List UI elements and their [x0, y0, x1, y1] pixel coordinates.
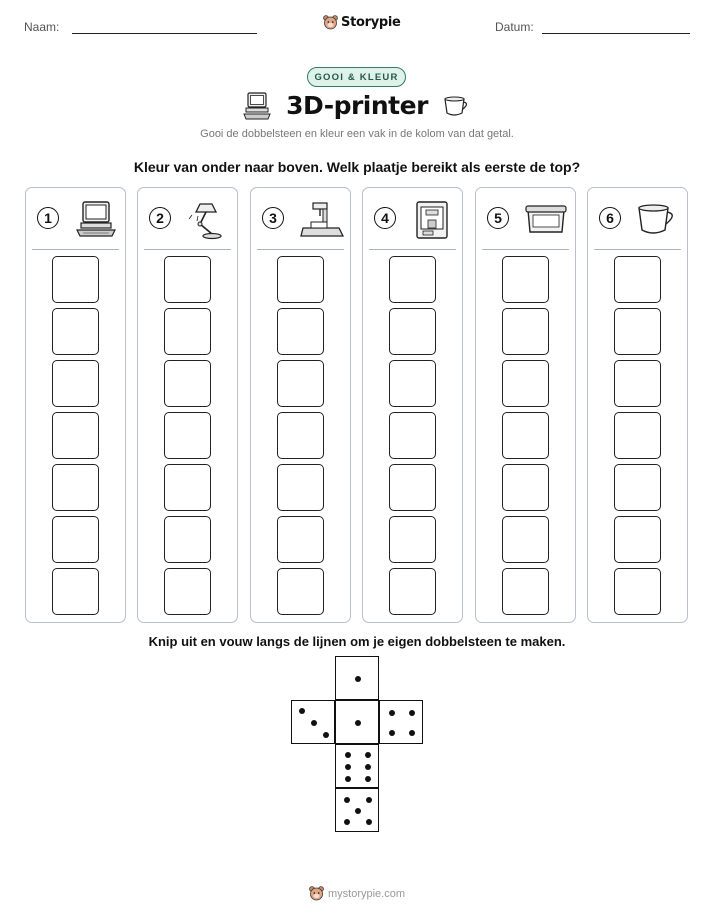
die-pip: [365, 764, 371, 770]
subtitle: Gooi de dobbelsteen en kleur een vak in de kolom van dat getal.: [200, 128, 514, 140]
column-number: 6: [599, 207, 621, 229]
column-divider: [594, 249, 681, 250]
filament-box-icon: [524, 200, 570, 240]
color-box[interactable]: [389, 256, 436, 303]
cup-icon: [636, 200, 680, 240]
die-pip: [345, 776, 351, 782]
die-pip: [366, 819, 372, 825]
die-face-5: [335, 788, 379, 832]
color-box[interactable]: [502, 360, 549, 407]
column-header: [371, 198, 454, 238]
die-pip: [365, 752, 371, 758]
color-box[interactable]: [614, 308, 661, 355]
cup-icon: [442, 94, 472, 118]
column-number: 3: [262, 207, 284, 229]
color-box[interactable]: [614, 464, 661, 511]
bear-icon: [309, 885, 324, 902]
footer: [0, 885, 714, 902]
column-1: [25, 187, 126, 623]
column-3: [250, 187, 351, 623]
color-box[interactable]: [502, 256, 549, 303]
column-divider: [257, 249, 344, 250]
3d-printer-icon: [299, 200, 345, 240]
name-line[interactable]: [72, 33, 257, 34]
instruction-top: Kleur van onder naar boven. Welk plaatje bereikt als eerste de top?: [133, 159, 581, 175]
color-box[interactable]: [389, 516, 436, 563]
die-pip: [345, 764, 351, 770]
instruction-bottom: Knip uit en vouw langs de lijnen om je eigen dobbelsteen te maken.: [148, 634, 566, 649]
die-face-3: [291, 700, 335, 744]
die-face-1: [335, 656, 379, 700]
die-pip: [323, 732, 329, 738]
color-box[interactable]: [164, 256, 211, 303]
color-box[interactable]: [389, 360, 436, 407]
column-5: [475, 187, 576, 623]
title-row: [0, 91, 714, 120]
die-pip: [344, 819, 350, 825]
die-pip: [389, 710, 395, 716]
column-divider: [32, 249, 119, 250]
column-header: [34, 198, 117, 238]
desk-lamp-icon: [186, 200, 230, 240]
column-number: 2: [149, 207, 171, 229]
color-box[interactable]: [52, 256, 99, 303]
color-box[interactable]: [502, 464, 549, 511]
color-box[interactable]: [389, 568, 436, 615]
color-box[interactable]: [277, 308, 324, 355]
column-divider: [144, 249, 231, 250]
computer-icon: [242, 92, 272, 120]
color-box[interactable]: [164, 360, 211, 407]
color-box[interactable]: [277, 568, 324, 615]
color-box[interactable]: [614, 256, 661, 303]
die-pip: [365, 776, 371, 782]
footer-url[interactable]: mystorypie.com: [327, 887, 406, 900]
color-box[interactable]: [277, 464, 324, 511]
color-box[interactable]: [277, 412, 324, 459]
activity-badge: GOOI & KLEUR: [307, 67, 406, 87]
column-header: [146, 198, 229, 238]
die-pip: [311, 720, 317, 726]
column-divider: [369, 249, 456, 250]
column-header: [484, 198, 567, 238]
die-pip: [345, 752, 351, 758]
color-box[interactable]: [614, 360, 661, 407]
color-box[interactable]: [389, 412, 436, 459]
date-label: Datum:: [495, 20, 534, 34]
die-pip: [355, 808, 361, 814]
color-box[interactable]: [502, 412, 549, 459]
color-box[interactable]: [52, 308, 99, 355]
column-2: [137, 187, 238, 623]
die-pip: [409, 710, 415, 716]
color-box[interactable]: [502, 568, 549, 615]
column-header: [259, 198, 342, 238]
die-pip: [299, 708, 305, 714]
column-header: [596, 198, 679, 238]
brand-name: Storypie: [341, 15, 401, 30]
color-box[interactable]: [277, 516, 324, 563]
bear-icon: [323, 14, 338, 31]
computer-icon: [74, 200, 118, 238]
color-box[interactable]: [52, 412, 99, 459]
color-box[interactable]: [164, 568, 211, 615]
color-box[interactable]: [277, 360, 324, 407]
die-face-6: [335, 744, 379, 788]
die-pip: [355, 676, 361, 682]
name-label: Naam:: [24, 20, 60, 34]
color-box[interactable]: [52, 464, 99, 511]
color-box[interactable]: [164, 412, 211, 459]
color-box[interactable]: [52, 360, 99, 407]
color-box[interactable]: [52, 516, 99, 563]
column-6: [587, 187, 688, 623]
brand-logo: [323, 14, 401, 31]
die-pip: [344, 797, 350, 803]
die-pip: [366, 797, 372, 803]
die-face-1: [335, 700, 379, 744]
color-box[interactable]: [502, 308, 549, 355]
column-divider: [482, 249, 569, 250]
die-face-4: [379, 700, 423, 744]
column-4: [362, 187, 463, 623]
color-box[interactable]: [614, 412, 661, 459]
die-pip: [389, 730, 395, 736]
column-number: 5: [487, 207, 509, 229]
die-pip: [355, 720, 361, 726]
page-title: 3D-printer: [286, 91, 428, 120]
color-box[interactable]: [389, 464, 436, 511]
color-box[interactable]: [277, 256, 324, 303]
color-box[interactable]: [164, 308, 211, 355]
date-line[interactable]: [542, 33, 690, 34]
color-box[interactable]: [614, 568, 661, 615]
column-number: 1: [37, 207, 59, 229]
color-box[interactable]: [614, 516, 661, 563]
color-box[interactable]: [164, 516, 211, 563]
color-box[interactable]: [164, 464, 211, 511]
printer-machine-icon: [411, 200, 455, 240]
column-number: 4: [374, 207, 396, 229]
die-pip: [409, 730, 415, 736]
color-box[interactable]: [389, 308, 436, 355]
color-box[interactable]: [52, 568, 99, 615]
color-box[interactable]: [502, 516, 549, 563]
